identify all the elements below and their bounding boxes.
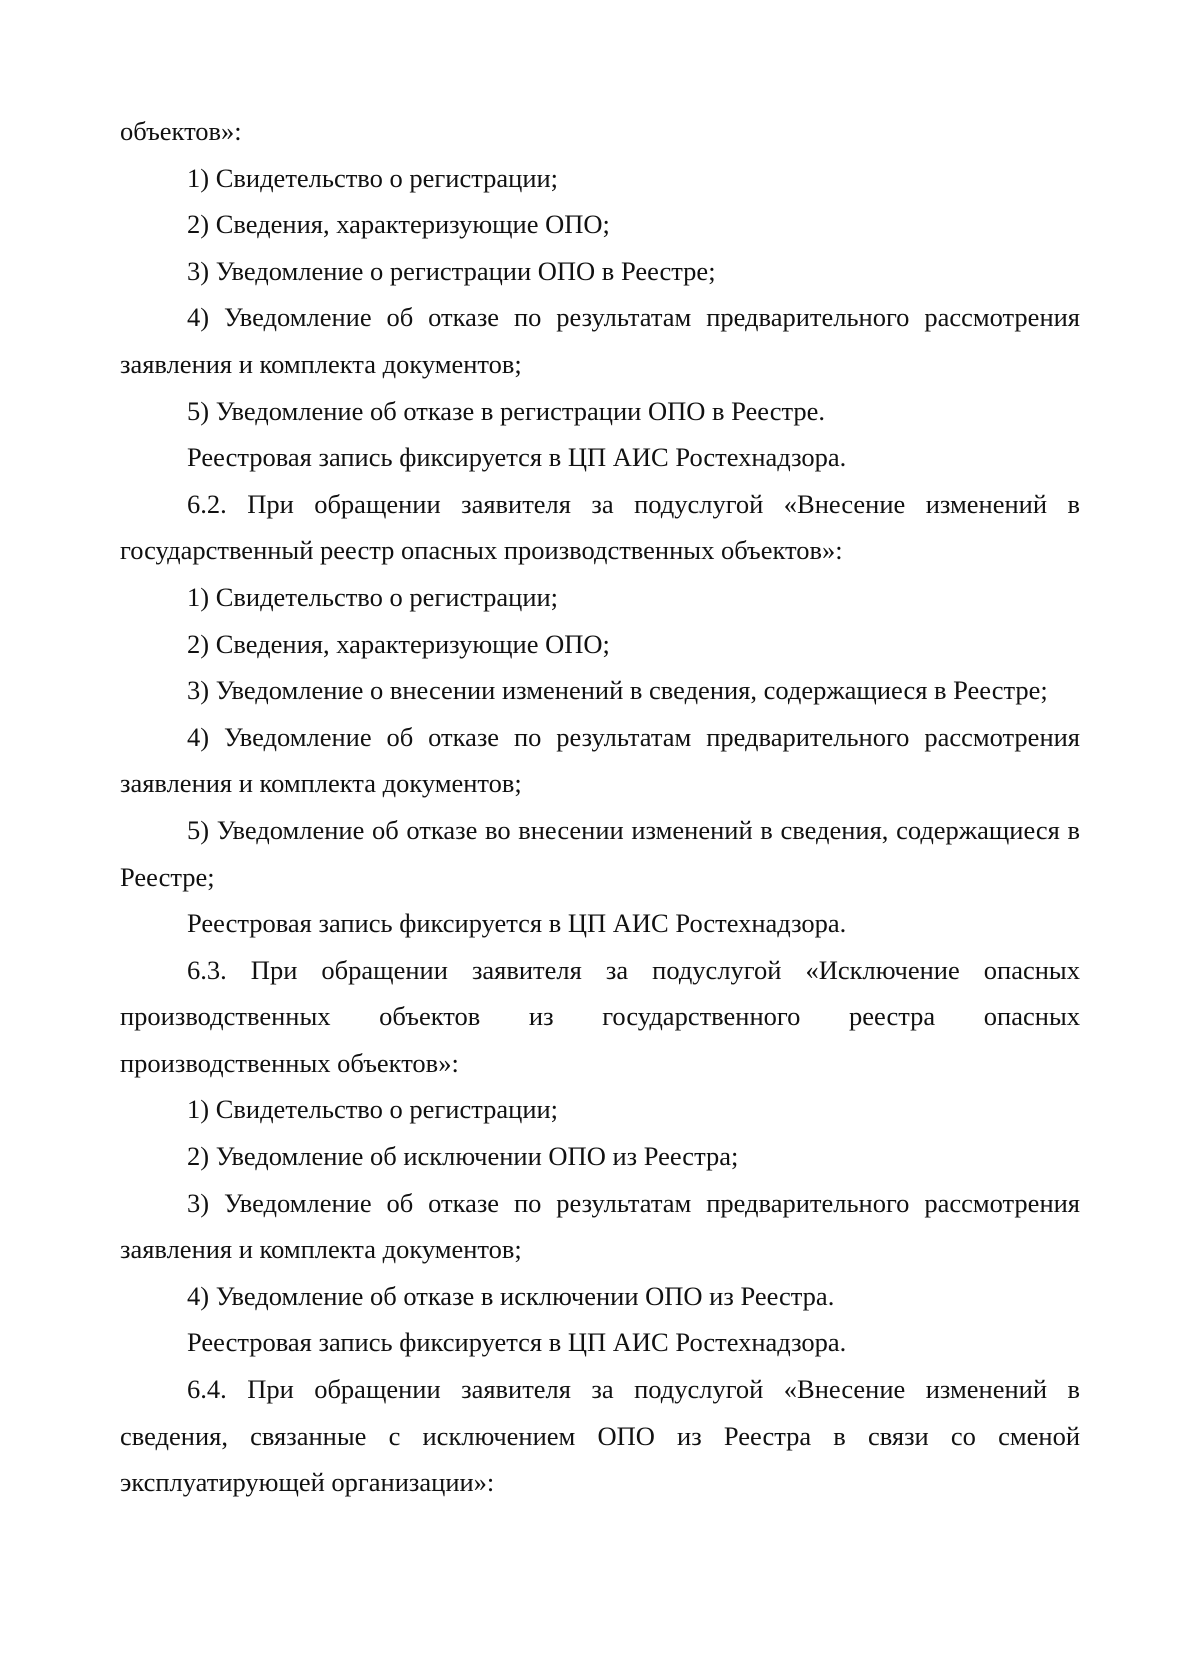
registry-record-note: Реестровая запись фиксируется в ЦП АИС Ростехнадзора. (187, 908, 847, 939)
list-item-exclusion-notice: 2) Уведомление об исключении ОПО из Реестра; (187, 1141, 739, 1172)
list-item-change-refusal: 5) Уведомление об отказе во внесении изменений в сведения, содержащиеся в Реестре; (120, 814, 1080, 892)
list-item-registration-certificate: 1) Свидетельство о регистрации; (187, 162, 559, 193)
list-item-opo-details: 2) Сведения, характеризующие ОПО; (187, 628, 610, 659)
section-6-4-intro: 6.4. При обращении заявителя за подуслугой «Внесение изменений в сведения, связанные с исключением ОПО из Реестра в связи со сменой эксплуатирующей организации»: (120, 1374, 1080, 1498)
list-item-registration-refusal: 5) Уведомление об отказе в регистрации ОПО в Реестре. (187, 395, 826, 426)
list-item-exclusion-refusal: 4) Уведомление об отказе в исключении ОПО из Реестра. (187, 1280, 835, 1311)
list-item-preliminary-refusal: 3) Уведомление об отказе по результатам предварительного рассмотрения заявления и комплекта документов; (120, 1187, 1080, 1265)
list-item-preliminary-refusal: 4) Уведомление об отказе по результатам предварительного рассмотрения заявления и комплекта документов; (120, 302, 1080, 379)
list-item-registration-certificate: 1) Свидетельство о регистрации; (187, 581, 559, 612)
list-item-change-notice: 3) Уведомление о внесении изменений в сведения, содержащиеся в Реестре; (187, 675, 1048, 706)
paragraph-continuation: объектов»: (120, 116, 242, 146)
section-6-3-intro: 6.3. При обращении заявителя за подуслугой «Исключение опасных производственных объектов из государственного реестра опасных производственных объектов»: (120, 954, 1080, 1078)
list-item-preliminary-refusal: 4) Уведомление об отказе по результатам предварительного рассмотрения заявления и комплекта документов; (120, 721, 1080, 799)
section-6-2-intro: 6.2. При обращении заявителя за подуслугой «Внесение изменений в государственный реестр опасных производственных объектов»: (120, 488, 1080, 566)
list-item-opo-details: 2) Сведения, характеризующие ОПО; (187, 209, 610, 240)
list-item-registration-notice: 3) Уведомление о регистрации ОПО в Реестре; (187, 255, 716, 286)
registry-record-note: Реестровая запись фиксируется в ЦП АИС Ростехнадзора. (187, 1327, 847, 1358)
list-item-registration-certificate: 1) Свидетельство о регистрации; (187, 1094, 559, 1125)
registry-record-note: Реестровая запись фиксируется в ЦП АИС Ростехнадзора. (187, 442, 847, 473)
document-body (120, 108, 1080, 1506)
